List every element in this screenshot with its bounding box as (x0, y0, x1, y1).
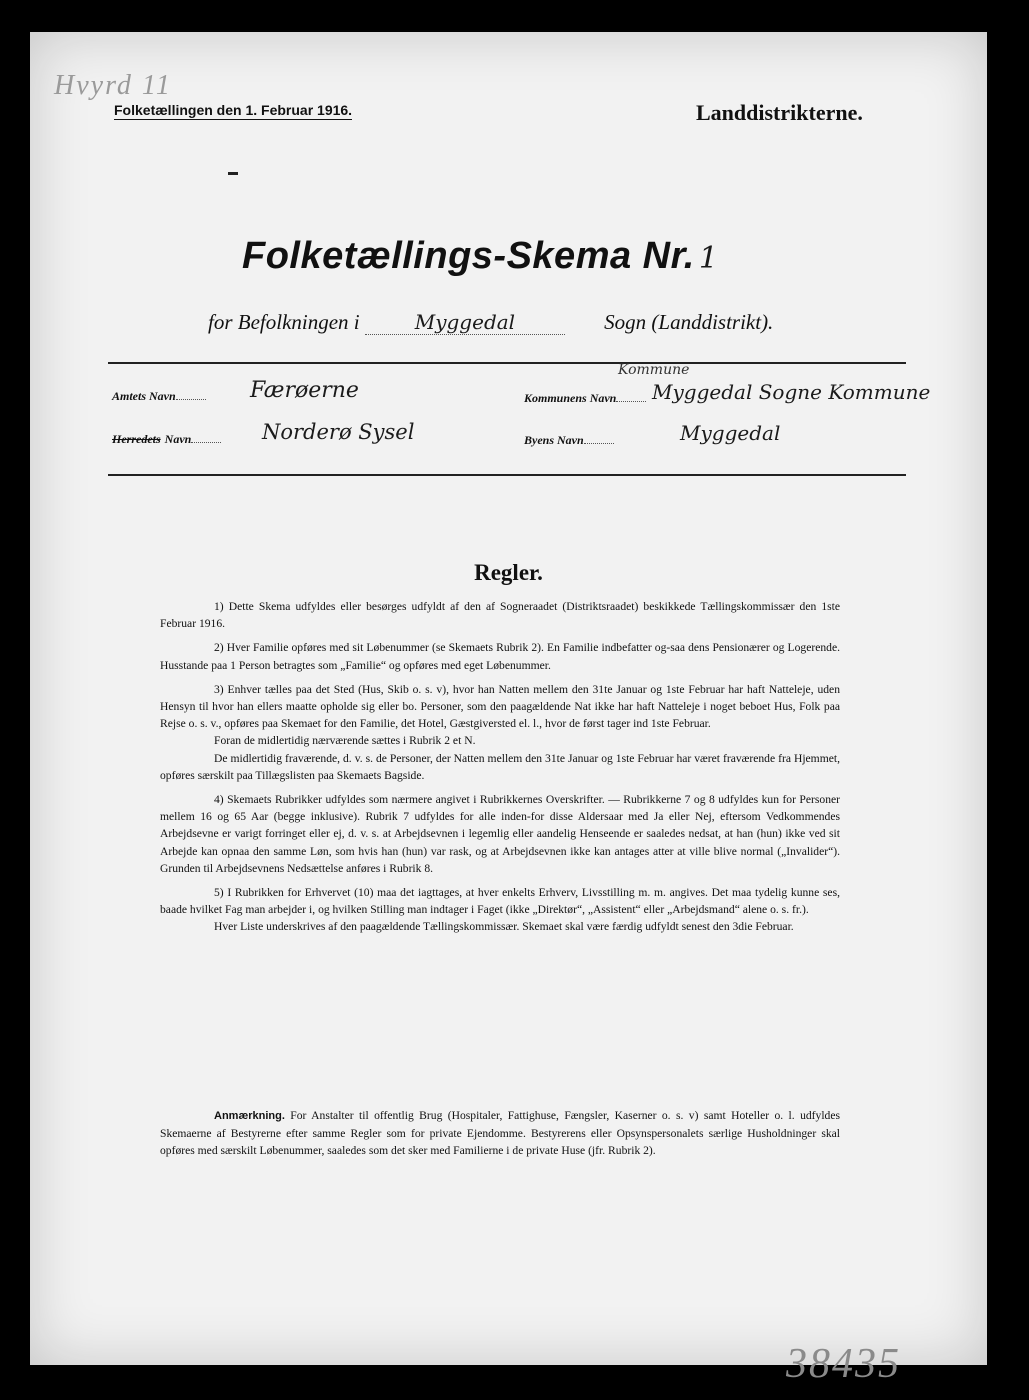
note-paragraph (160, 1107, 840, 1160)
note-heading: Anmærkning. (214, 1110, 285, 1122)
county-value: Færøerne (250, 378, 359, 403)
form-subtitle (208, 310, 773, 335)
parish-name-field: Myggedal (365, 310, 565, 335)
bottom-divider (108, 474, 906, 476)
label-dots (191, 442, 221, 443)
municipality-label: Kommunens Navn (524, 391, 617, 405)
ink-dash-mark (228, 172, 238, 175)
town-value: Myggedal (680, 421, 781, 445)
rule-paragraph: Hver Liste underskrives af den paagældende Tællingskommissær. Skemaet skal være færdig udfyldt senest den 3die Februar. (214, 920, 794, 934)
district-value: Norderø Sysel (262, 420, 415, 444)
kommune-overwrite: Kommune (618, 362, 690, 378)
county-label: Amtets Navn (112, 389, 176, 403)
subtitle-prefix: for Befolkningen i (208, 310, 360, 334)
rules-heading: Regler. (474, 560, 543, 585)
rule-paragraph: 2) Hver Familie opføres med sit Løbenummer (se Skemaets Rubrik 2). En Familie indbefatter og-saa dens Pensionærer og Logerende. Husstande paa 1 Person betragtes som „Familie“ og opføres med eget Løbenummer. (160, 641, 840, 672)
rules-text (160, 598, 840, 943)
district-type-header: Landdistrikterne. (696, 100, 863, 125)
form-number: 1 (698, 241, 719, 276)
town-row (524, 431, 614, 449)
pencil-archive-mark: Hvyrd 11 (54, 70, 172, 101)
form-title-text: Folketællings-Skema Nr. (242, 235, 695, 277)
census-date-header: Folketællingen den 1. Februar 1916. (114, 102, 353, 118)
archive-number-mark: 38435 (786, 1341, 901, 1387)
rule-paragraph: De midlertidig fraværende, d. v. s. de Personer, der Natten mellem den 31te Januar og 1ste Februar har været fraværende fra Hjemmet, opføres særskilt paa Tillægslisten paa Skemaets Bagside. (160, 751, 840, 782)
district-label: Navn (164, 432, 192, 446)
subtitle-suffix: Sogn (Landdistrikt). (604, 310, 774, 334)
label-dots (584, 443, 614, 444)
label-dots (176, 399, 206, 400)
municipality-row (524, 389, 646, 407)
district-row (112, 430, 221, 448)
municipality-value: Myggedal Sogne Kommune (652, 380, 931, 404)
town-label: Byens Navn (524, 433, 584, 447)
form-title (242, 235, 718, 278)
rule-paragraph: 5) I Rubrikken for Erhvervet (10) maa det iagttages, at hver enkelts Erhverv, Livsstilling m. m. angives. Det maa tydelig kunne ses, baade hvilket Fag man arbejder i, og hvilken Stilling man indtager i Faget (ikke „Direktør“, „Assistent“ eller „Arbejdsmand“ alene o. s. fr.). (160, 886, 840, 917)
county-row (112, 387, 206, 405)
rule-paragraph: 4) Skemaets Rubrikker udfyldes som nærmere angivet i Rubrikkernes Overskrifter. — Rubrikkerne 7 og 8 udfyldes kun for Personer mellem 16 og 65 Aar (begge inklusive). Rubrik 7 udfyldes for alle inden-for disse Aldersaar med Ja eller Nej, eftersom Vedkommendes Arbejdsevne er varigt forringet eller ej, d. v. s. at Arbejdsevnen i legemlig eller aandelig Henseende er saaledes nedsat, at han (hun) ikke ved sit Arbejde kan opnaa den samme Løn, som hvis han (hun) var rask, og at Arbejdsevnen ikke kan antages atter at ville blive normal („Invalider“). Grunden til Arbejdsevnens Nedsættelse anføres i Rubrik 8. (160, 793, 840, 875)
rule-paragraph: Foran de midlertidig nærværende sættes i Rubrik 2 et N. (214, 734, 476, 748)
label-dots (616, 401, 646, 402)
rule-paragraph: 1) Dette Skema udfyldes eller besørges udfyldt af den af Sogneraadet (Distriktsraadet) beskikkede Tællingskommissær den 1ste Februar 1916. (160, 600, 840, 631)
census-form-page (30, 32, 987, 1387)
note-text: For Anstalter til offentlig Brug (Hospitaler, Fattighuse, Fængsler, Kaserner o. s. v) samt Hoteller o. l. udfyldes Skemaerne af Bestyrerne efter samme Regler som for private Ejendomme. Bestyrerens eller Opsynspersonalets særlige Husholdninger skal opføres med særskilt Løbenummer, saaledes som det sker med Familierne i de private Huse (jfr. Rubrik 2). (160, 1109, 840, 1158)
rule-paragraph: 3) Enhver tælles paa det Sted (Hus, Skib o. s. v), hvor han Natten mellem den 31te Januar og 1ste Februar har haft Natteleje, uden Hensyn til hvor han ellers maatte opholde sig eller bo. Personer, som den paagældende Nat ikke har haft Natteleje i noget beboet Hus, Folk paa Rejse o. s. v., opføres paa Skemaet for den Familie, det Hotel, Gæstgiversted el. l., hvor de først tager ind 1ste Februar. (160, 682, 840, 731)
top-divider (108, 362, 906, 364)
district-label-struck: Herredets (112, 432, 161, 446)
